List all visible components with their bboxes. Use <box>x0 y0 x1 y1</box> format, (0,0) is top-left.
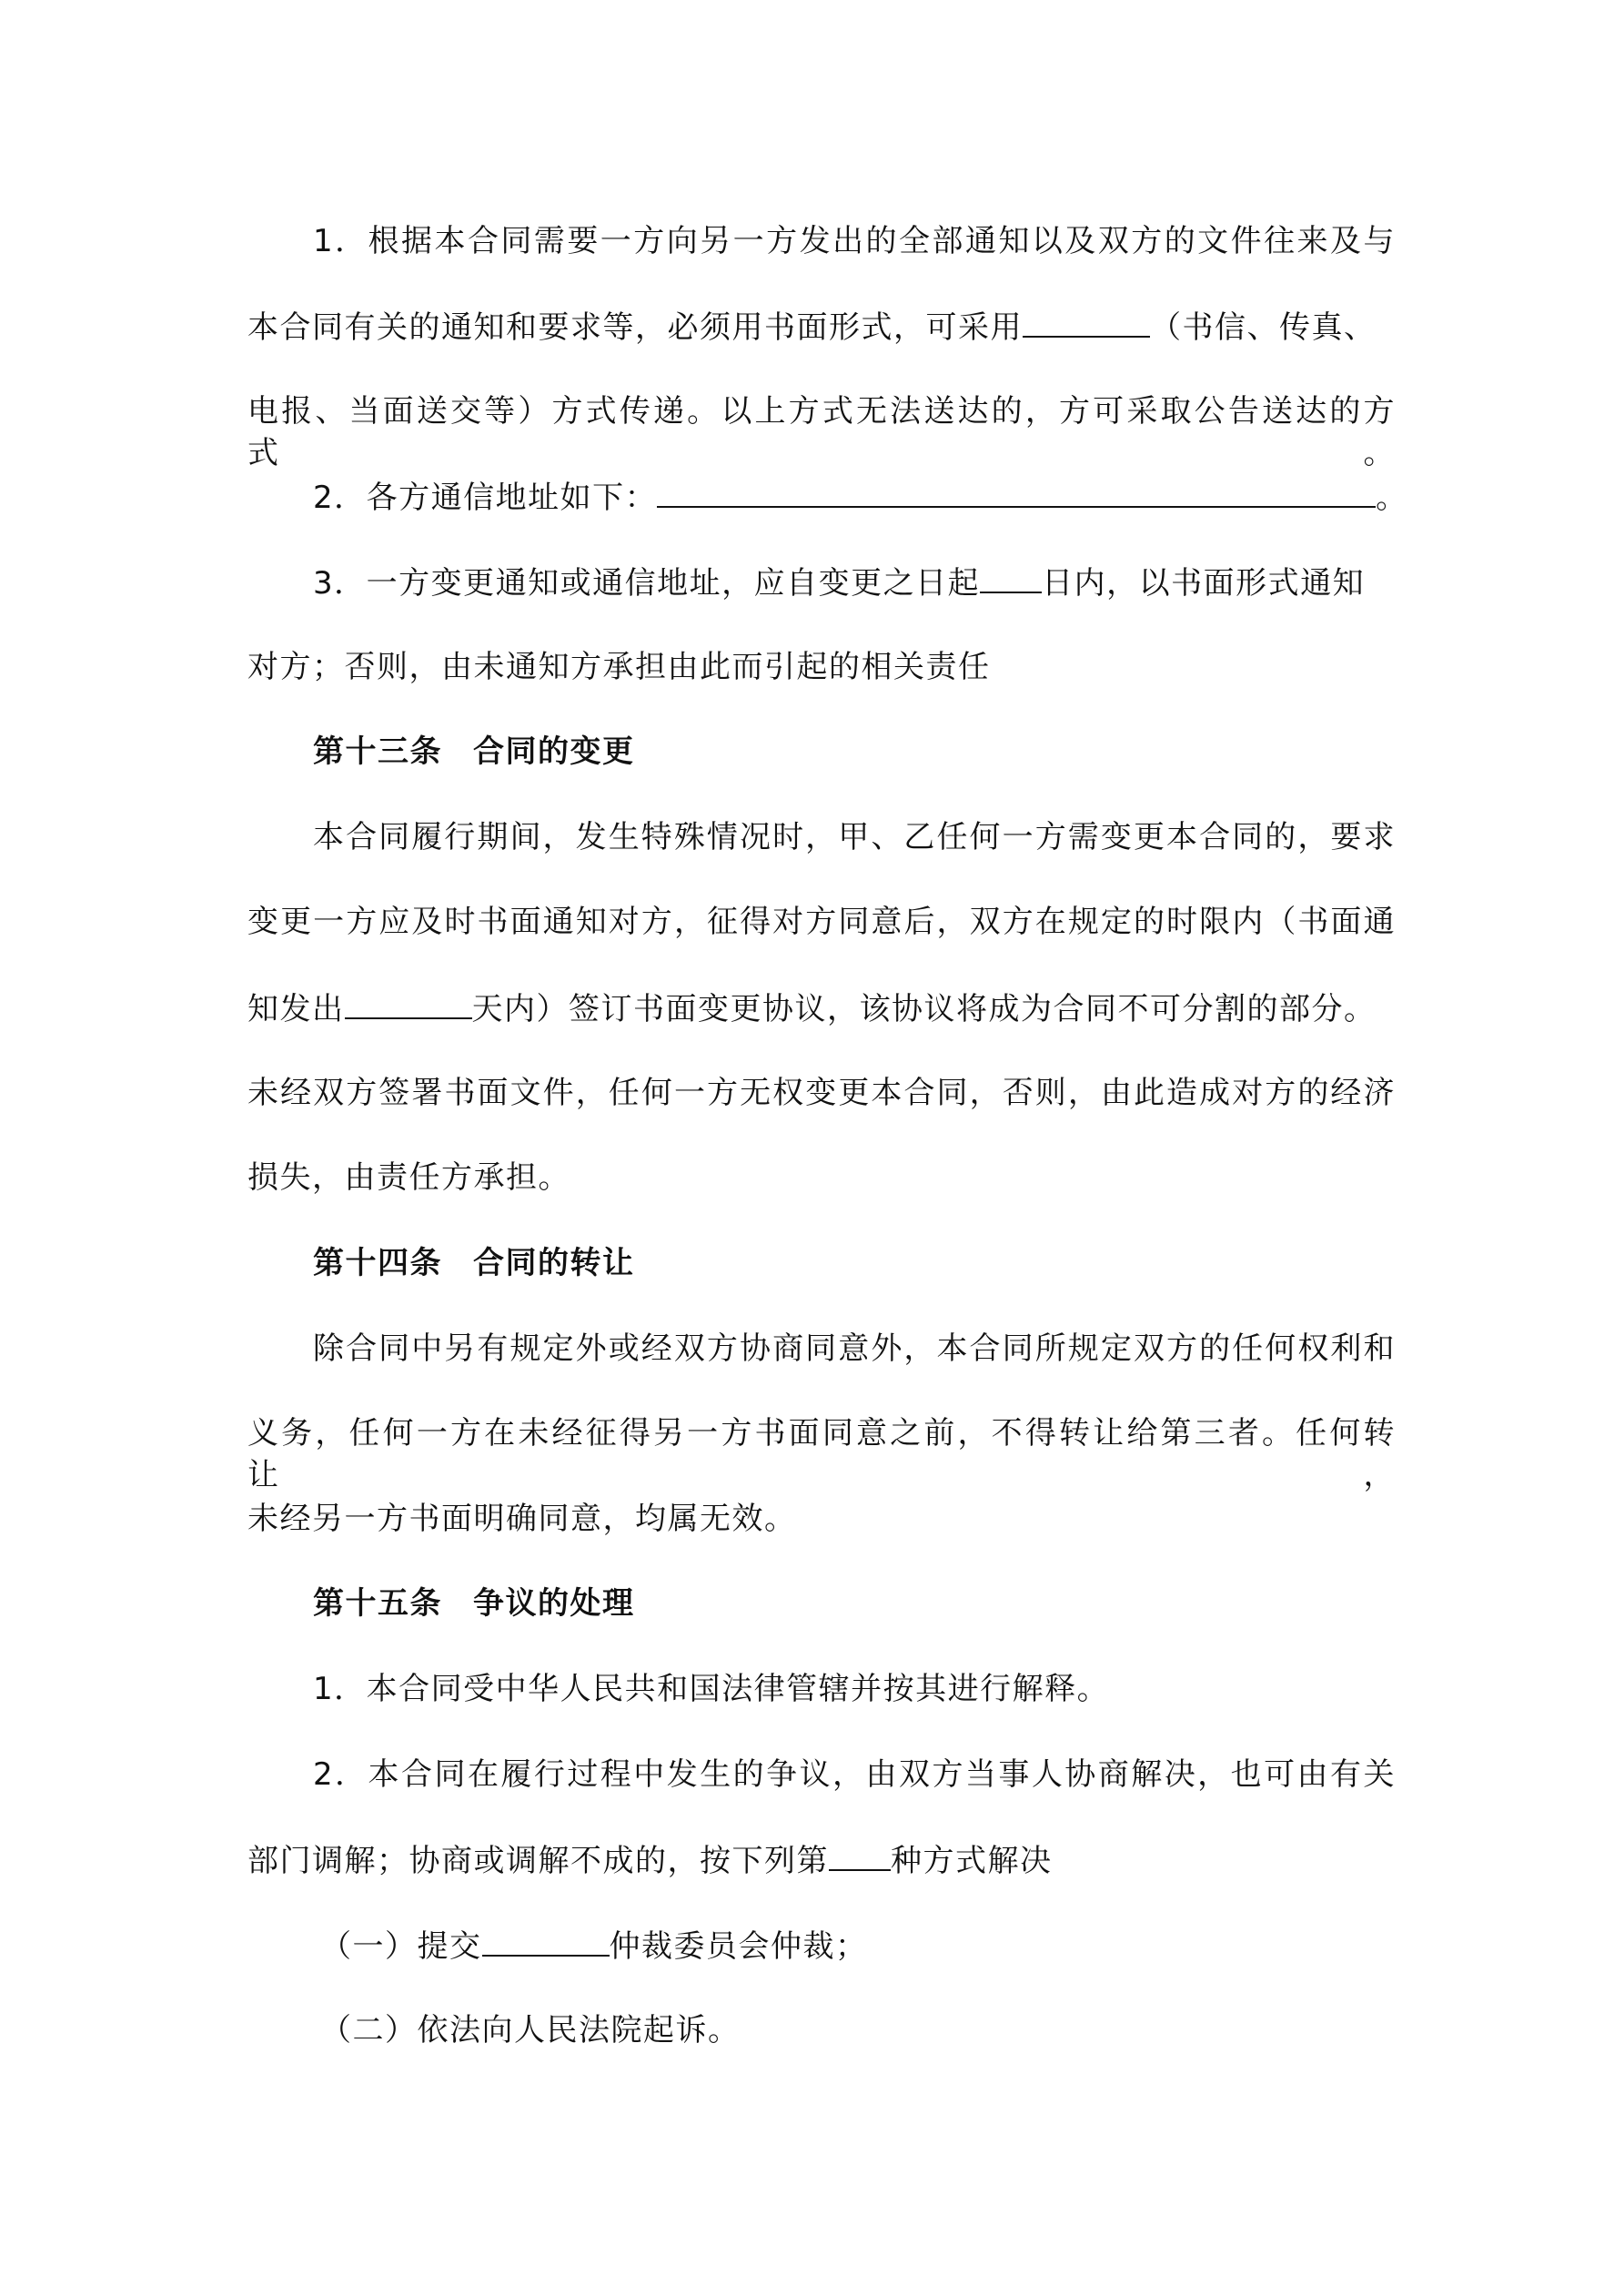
article-13-line-4 <box>247 1072 1396 1114</box>
article-13-text-3a: 知发出 <box>247 991 345 1027</box>
change-days-blank[interactable] <box>345 986 472 1019</box>
notice-days-blank[interactable] <box>980 561 1042 593</box>
article-13-line-5 <box>247 1157 1396 1199</box>
article-14-line-2 <box>247 1412 1396 1496</box>
notice-1-line-1 <box>313 220 1396 262</box>
article-15-item-1-text: 1．本合同受中华人民共和国法律管辖并按其进行解释。 <box>313 1671 1110 1707</box>
article-13-title: 合同的变更 <box>473 733 635 770</box>
notice-1-text-1: 1．根据本合同需要一方向另一方发出的全部通知以及双方的文件往来及与 <box>313 223 1396 259</box>
article-13-text-2: 变更一方应及时书面通知对方，征得对方同意后，双方在规定的时限内（书面通 <box>247 904 1396 940</box>
article-15-item-2-line-1 <box>313 1754 1396 1795</box>
article-13-text-3b: 天内）签订书面变更协议，该协议将成为合同不可分割的部分。 <box>471 991 1377 1027</box>
delivery-method-blank[interactable] <box>1023 305 1150 338</box>
article-13-number: 第十三条 <box>313 733 442 770</box>
article-13-text-4: 未经双方签署书面文件，任何一方无权变更本合同，否则，由此造成对方的经济 <box>247 1075 1396 1111</box>
article-14-number: 第十四条 <box>313 1245 442 1281</box>
notice-1-text-2b: （书信、传真、 <box>1150 309 1377 346</box>
article-15-option-2 <box>320 2009 1468 2051</box>
article-14-text-1: 除合同中另有规定外或经双方协商同意外，本合同所规定双方的任何权利和 <box>313 1330 1396 1367</box>
article-14-line-1 <box>313 1328 1396 1370</box>
address-blank[interactable] <box>657 475 1376 508</box>
option-2-text: （二）依法向人民法院起诉。 <box>320 2012 741 2048</box>
notice-3-line-2 <box>247 646 1396 688</box>
option-1-text-b: 仲裁委员会仲裁； <box>609 1928 868 1965</box>
option-1-text-a: （一）提交 <box>320 1928 482 1965</box>
notice-3-line-1 <box>313 561 1396 604</box>
article-14-line-3 <box>247 1498 1396 1540</box>
notice-1-line-2 <box>247 305 1396 349</box>
article-15-option-1 <box>320 1924 1468 1967</box>
notice-1-text-2a: 本合同有关的通知和要求等，必须用书面形式，可采用 <box>247 309 1023 346</box>
notice-3-text-1a: 3．一方变更通知或通信地址，应自变更之日起 <box>313 565 981 602</box>
article-15-item-1 <box>313 1668 1396 1710</box>
article-15-item-2-line-2 <box>247 1838 1396 1882</box>
arbitration-commission-blank[interactable] <box>482 1924 610 1957</box>
article-15-item-2-text-2b: 种方式解决 <box>891 1843 1053 1879</box>
article-13-text-5: 损失，由责任方承担。 <box>247 1159 570 1196</box>
notice-1-text-3: 电报、当面送交等）方式传递。以上方式无法送达的，方可采取公告送达的方式。 <box>247 393 1396 471</box>
article-15-item-2-text-1: 2．本合同在履行过程中发生的争议，由双方当事人协商解决，也可由有关 <box>313 1756 1396 1793</box>
notice-1-line-3 <box>247 390 1396 474</box>
article-15-title: 争议的处理 <box>473 1585 635 1622</box>
notice-3-text-1b: 日内，以书面形式通知 <box>1042 565 1366 602</box>
article-14-title: 合同的转让 <box>473 1245 635 1281</box>
article-13-text-1: 本合同履行期间，发生特殊情况时，甲、乙任何一方需变更本合同的，要求 <box>313 819 1396 855</box>
resolution-method-blank[interactable] <box>829 1838 891 1871</box>
notice-2-label: 2．各方通信地址如下： <box>313 480 658 516</box>
article-14-text-2: 义务，任何一方在未经征得另一方书面同意之前，不得转让给第三者。任何转让， <box>247 1415 1396 1493</box>
notice-2-period: 。 <box>1376 480 1408 516</box>
article-15-item-2-text-2a: 部门调解；协商或调解不成的，按下列第 <box>247 1843 829 1879</box>
article-15-number: 第十五条 <box>313 1585 442 1622</box>
notice-3-text-2: 对方；否则，由未通知方承担由此而引起的相关责任 <box>247 649 991 685</box>
article-13-line-2 <box>247 901 1396 943</box>
article-14-heading <box>313 1242 1396 1284</box>
article-13-line-3 <box>247 986 1396 1030</box>
notice-2-line <box>313 475 1408 519</box>
article-13-line-1 <box>313 816 1396 858</box>
article-14-text-3: 未经另一方书面明确同意，均属无效。 <box>247 1501 797 1537</box>
article-13-heading <box>313 731 1396 773</box>
article-15-heading <box>313 1583 1396 1624</box>
